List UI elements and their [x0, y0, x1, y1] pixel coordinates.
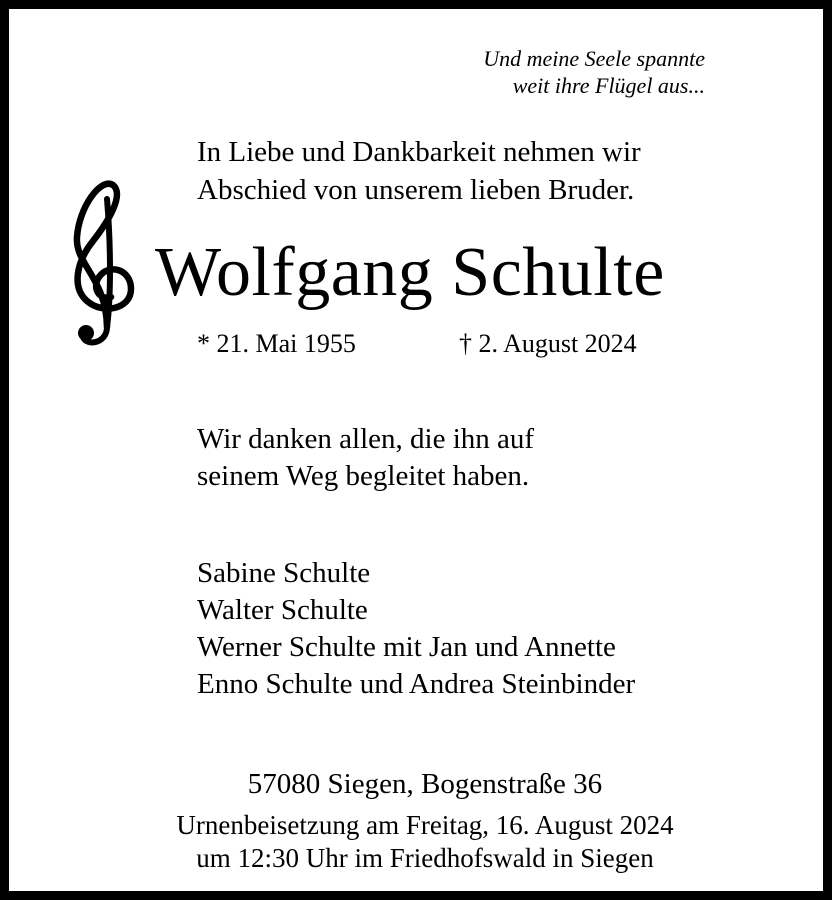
mourner-name: Walter Schulte [197, 594, 368, 626]
service-line-2: um 12:30 Uhr im Friedhofswald in Siegen [196, 843, 654, 873]
deceased-name: Wolfgang Schulte [155, 234, 665, 311]
motto-line-1: Und meine Seele spannte [483, 46, 705, 71]
thanks-line-1: Wir danken allen, die ihn auf [197, 423, 535, 455]
funeral-service-info [9, 809, 832, 875]
motto-quote [483, 45, 705, 99]
intro-line-1: In Liebe und Dankbarkeit nehmen wir [197, 136, 641, 168]
intro-line-2: Abschied von unserem lieben Bruder. [197, 174, 635, 206]
treble-clef-icon [67, 177, 139, 349]
death-date: † 2. August 2024 [459, 329, 637, 358]
intro-text [197, 133, 641, 209]
thanks-text [197, 421, 534, 495]
mourner-name: Sabine Schulte [197, 557, 371, 589]
service-line-1: Urnenbeisetzung am Freitag, 16. August 2024 [176, 810, 674, 840]
birth-date: * 21. Mai 1955 [197, 329, 356, 358]
mourner-name: Enno Schulte und Andrea Steinbinder [197, 668, 636, 700]
mourners-list [197, 555, 635, 703]
mourner-name: Werner Schulte mit Jan und Annette [197, 631, 616, 663]
motto-line-2: weit ihre Flügel aus... [512, 73, 705, 98]
family-address: 57080 Siegen, Bogenstraße 36 [247, 768, 603, 800]
thanks-line-2: seinem Weg begleitet haben. [197, 460, 530, 492]
